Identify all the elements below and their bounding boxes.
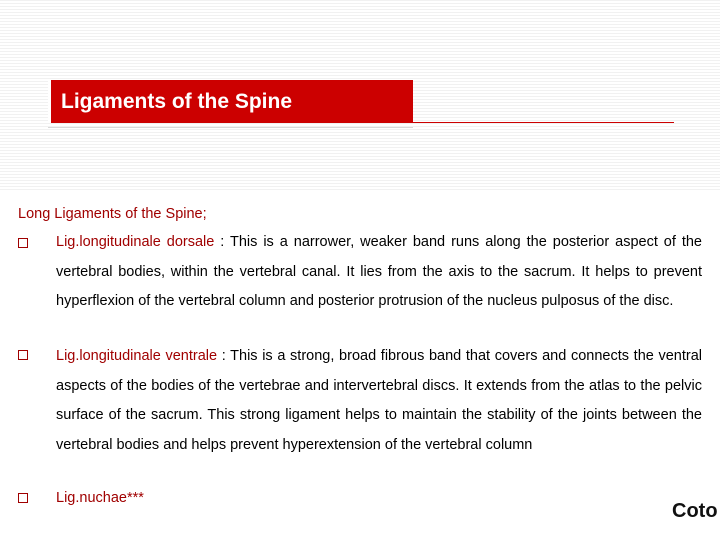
brand-logo: Coto [672, 500, 718, 522]
bullet-text: : This is a narrower, weaker band runs along the posterior aspect of the vertebral bodies, within the vertebral canal. It lies from the axis to the sacrum. It helps to prevent hyperflexion of the vertebral column and posterior protrusion of the nucleus pulposus of the disc. [56, 234, 702, 309]
bullet-text: : This is a strong, broad fibrous band that covers and connects the ventral aspects of the bodies of the vertebrae and intervertebral discs. It extends from the atlas to the pelvic surface of the sacrum. This strong ligament helps to maintain the stability of the joints between the vertebral bodies and helps prevent hyperextension of the vertebral column [56, 348, 703, 453]
bullet-item-nuchae [56, 484, 702, 514]
bullet-item-ventrale [56, 342, 702, 460]
square-bullet-icon [18, 238, 28, 248]
bullet-term: Lig.longitudinale dorsale [56, 234, 215, 250]
slide-title: Ligaments of the Spine [61, 90, 293, 113]
square-bullet-icon [18, 350, 28, 360]
bullet-term: Lig.nuchae*** [56, 490, 144, 506]
square-bullet-icon [18, 493, 28, 503]
title-banner [48, 79, 413, 123]
section-subtitle: Long Ligaments of the Spine; [18, 206, 207, 222]
bullet-term: Lig.longitudinale ventrale [56, 348, 218, 364]
bullet-item-dorsale [56, 228, 702, 317]
title-shadow-line [48, 127, 413, 128]
